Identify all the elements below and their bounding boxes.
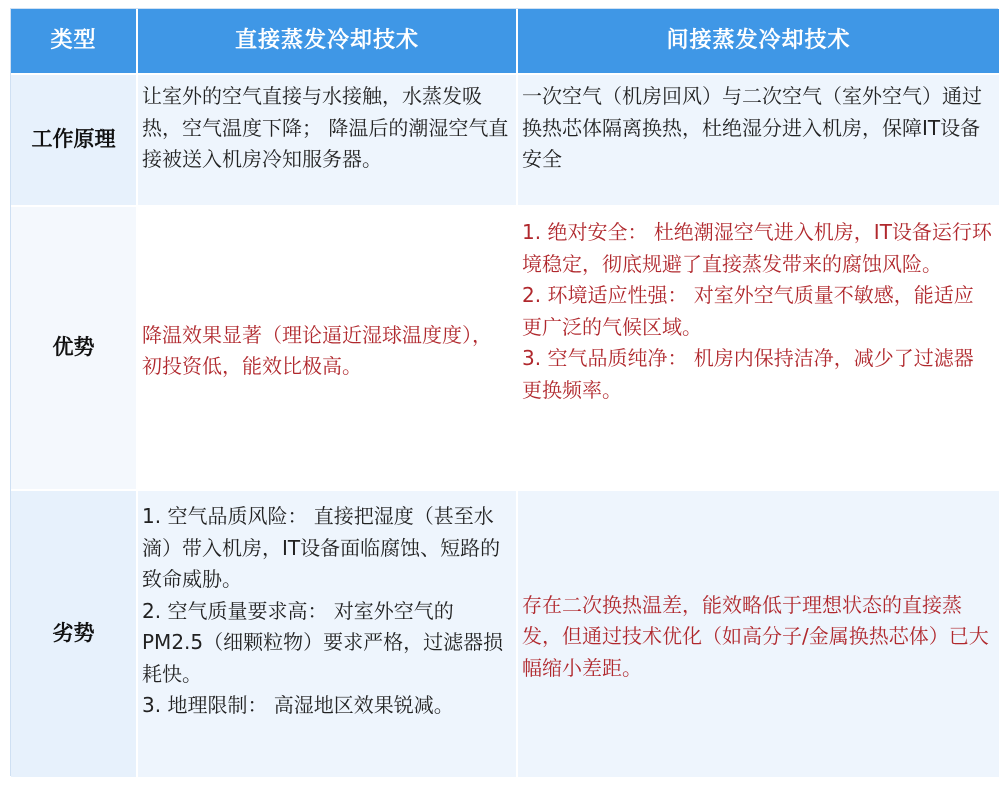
header-direct-evaporative: 直接蒸发冷却技术 <box>138 9 518 75</box>
row-label-principle: 工作原理 <box>11 75 138 207</box>
disadvantage-item: 1. 空气品质风险： 直接把湿度（甚至水滴）带入机房，IT设备面临腐蚀、短路的致命威胁。 <box>142 504 501 591</box>
advantages-indirect-cell <box>518 207 999 491</box>
disadvantage-item: 2. 空气质量要求高： 对室外空气的PM2.5（细颗粒物）要求严格，过滤器损耗快。 <box>142 598 504 686</box>
header-indirect-evaporative: 间接蒸发冷却技术 <box>518 9 999 75</box>
comparison-table <box>10 8 998 776</box>
header-type: 类型 <box>11 9 138 75</box>
advantage-item: 3. 空气品质纯净： 机房内保持洁净，减少了过滤器更换频率。 <box>522 346 974 402</box>
row-label-disadvantages: 劣势 <box>11 491 138 777</box>
advantage-item: 2. 环境适应性强： 对室外空气质量不敏感，能适应更广泛的气候区域。 <box>522 283 974 339</box>
advantages-direct: 降温效果显著（理论逼近湿球温度度），初投资低，能效比极高。 <box>142 322 492 378</box>
disadvantages-indirect: 存在二次换热温差，能效略低于理想状态的直接蒸发，但通过技术优化（如高分子/金属换热芯体）已大幅缩小差距。 <box>522 592 989 680</box>
disadvantages-direct-cell <box>138 491 518 777</box>
principle-direct: 让室外的空气直接与水接触，水蒸发吸热，空气温度下降； 降温后的潮湿空气直接被送入机房冷知服务器。 <box>138 75 518 207</box>
disadvantage-item: 3. 地理限制： 高湿地区效果锐减。 <box>142 693 454 717</box>
disadvantages-indirect-cell <box>518 491 999 777</box>
advantages-direct-cell <box>138 207 518 491</box>
principle-indirect: 一次空气（机房回风）与二次空气（室外空气）通过换热芯体隔离换热，杜绝湿分进入机房，保障IT设备安全 <box>518 75 999 207</box>
row-label-advantages: 优势 <box>11 207 138 491</box>
advantage-item: 1. 绝对安全： 杜绝潮湿空气进入机房，IT设备运行环境稳定，彻底规避了直接蒸发带来的腐蚀风险。 <box>522 220 992 276</box>
